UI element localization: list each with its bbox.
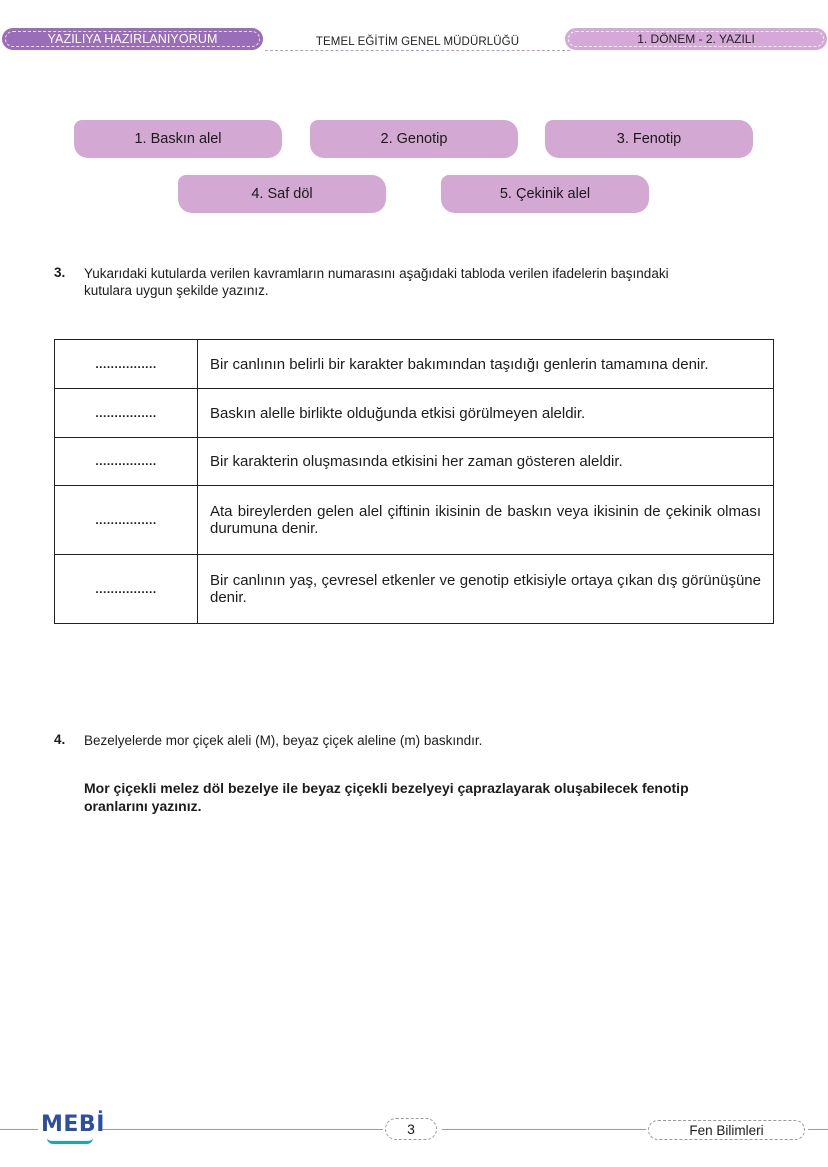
statement-cell: Bir canlının yaş, çevresel etkenler ve genotip etkisiyle ortaya çıkan dış görünüşüne denir. [198, 555, 774, 624]
table-row [55, 389, 774, 438]
question-4-intro: Bezelyelerde mor çiçek aleli (M), beyaz çiçek aleline (m) baskındır. [84, 733, 483, 748]
table-row [55, 438, 774, 486]
statement-cell: Ata bireylerden gelen alel çiftinin ikisinin de baskın veya ikisinin de çekinik olması durumuna denir. [198, 486, 774, 555]
footer-divider [808, 1129, 828, 1130]
matching-table [54, 339, 774, 624]
header-institution-label: TEMEL EĞİTİM GENEL MÜDÜRLÜĞÜ [315, 36, 520, 48]
footer-divider [442, 1129, 646, 1130]
concept-box-1: 1. Baskın alel [74, 120, 282, 158]
logo-text: MEBİ [41, 1112, 105, 1137]
answer-blank[interactable]: ................ [55, 389, 198, 438]
answer-blank[interactable]: ................ [55, 555, 198, 624]
header-institution [265, 34, 570, 51]
answer-blank[interactable]: ................ [55, 486, 198, 555]
concept-box-2: 2. Genotip [310, 120, 518, 158]
page-number: 3 [385, 1118, 437, 1140]
statement-cell: Bir canlının belirli bir karakter bakımından taşıdığı genlerin tamamına denir. [198, 340, 774, 389]
logo-smile-icon [47, 1138, 93, 1144]
statement-cell: Bir karakterin oluşmasında etkisini her zaman gösteren aleldir. [198, 438, 774, 486]
concept-box-3: 3. Fenotip [545, 120, 753, 158]
header-series-badge [2, 28, 263, 50]
concept-box-4: 4. Saf döl [178, 175, 386, 213]
mebi-logo [41, 1112, 105, 1146]
statement-cell: Baskın alelle birlikte olduğunda etkisi görülmeyen aleldir. [198, 389, 774, 438]
concept-box-5: 5. Çekinik alel [441, 175, 649, 213]
header-term-label: 1. DÖNEM - 2. YAZILI [637, 32, 755, 46]
subject-label: Fen Bilimleri [648, 1120, 805, 1140]
header-term-badge [565, 28, 827, 50]
answer-blank[interactable]: ................ [55, 340, 198, 389]
table-row [55, 486, 774, 555]
question-4-prompt: Mor çiçekli melez döl bezelye ile beyaz çiçekli bezelyeyi çaprazlayarak oluşabilecek fenotip oranlarını yazınız. [84, 780, 689, 814]
answer-blank[interactable]: ................ [55, 438, 198, 486]
table-row [55, 555, 774, 624]
question-3-number: 3. [54, 265, 66, 280]
question-4-number: 4. [54, 732, 66, 747]
question-3-instruction-line2: kutulara uygun şekilde yazınız. [84, 283, 269, 298]
question-3-instruction-line1: Yukarıdaki kutularda verilen kavramların numarasını aşağıdaki tabloda verilen ifadelerin başındaki [84, 266, 669, 281]
footer-divider [0, 1129, 38, 1130]
footer-divider [102, 1129, 383, 1130]
table-row [55, 340, 774, 389]
header-series-label: YAZILIYA HAZIRLANIYORUM [47, 32, 218, 46]
